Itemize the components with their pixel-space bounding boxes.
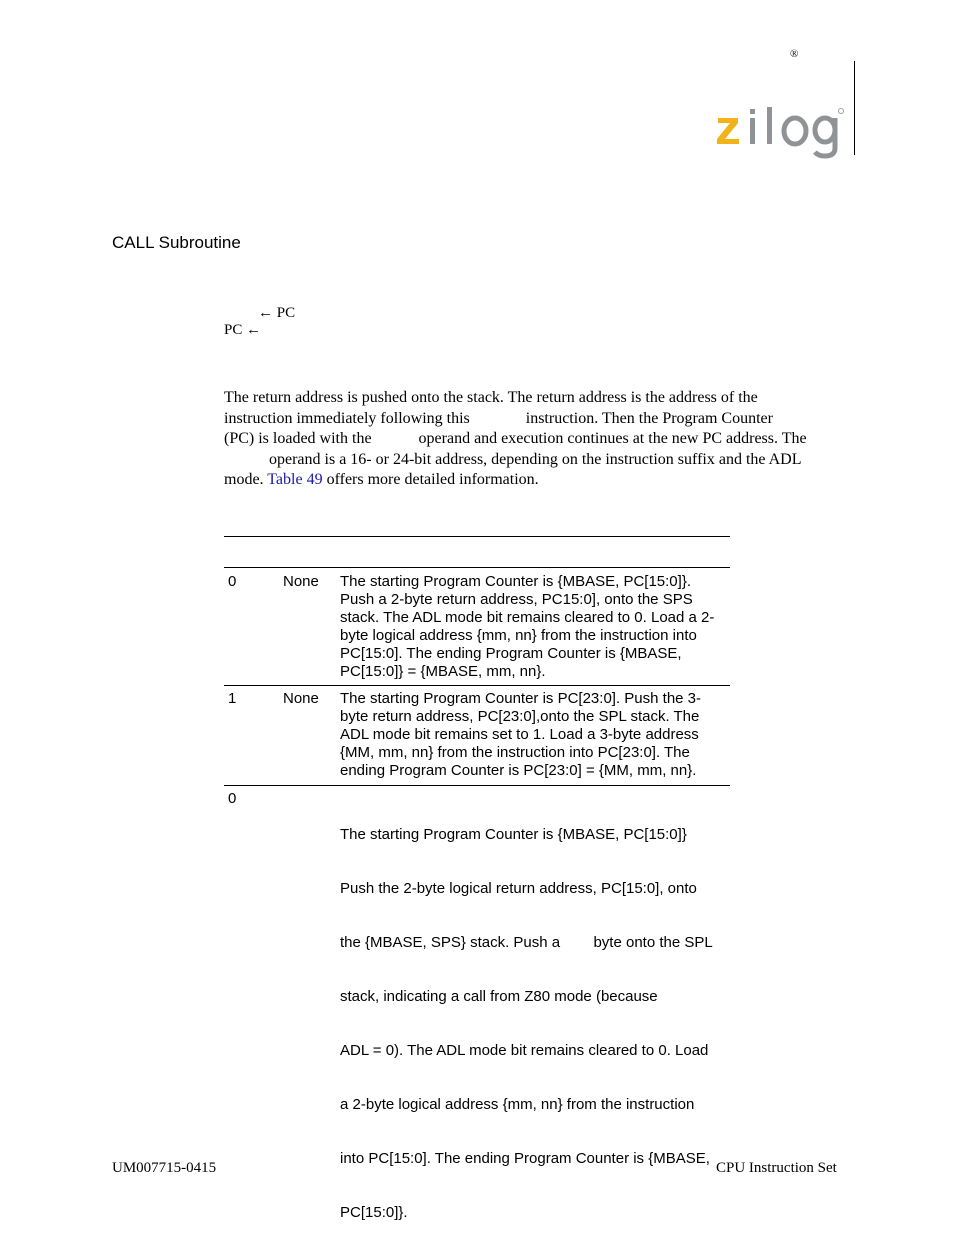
- registered-mark: ®: [790, 48, 799, 60]
- section-title: CALL Subroutine: [112, 233, 241, 252]
- description-line: operand is a 16- or 24-bit address, depending on the instruction suffix and the ADL: [269, 450, 802, 468]
- adl-cell: 1: [228, 690, 237, 707]
- description-cell: The starting Program Counter is PC[23:0]. Push the 3- byte return address, PC[23:0],onto the SPL stack. The ADL mode bit remains set to 1. Load a 3-byte address {MM, mm, nn} from the instruction into PC[23:0]. The ending Program Counter is PC[23:0] = {MM, mm, nn}.: [340, 690, 702, 779]
- header-divider: [854, 61, 855, 155]
- footer-section-name: CPU Instruction Set: [716, 1160, 837, 1176]
- operation-line-2: PC ←: [224, 322, 262, 338]
- description-cell: The starting Program Counter is {MBASE, PC[15:0]} Push the 2-byte logical return address, PC[15:0], onto the {MBASE, SPS} stack. Push a byte onto the SPL stack, indicating a call from Z80 mode (because ADL = 0). The ADL mode bit remains cleared to 0. Load a 2-byte logical address {mm, nn} from the instruction into PC[15:0]. The ending Program Counter is {MBASE, PC[15:0]}.: [340, 826, 713, 1221]
- suffix-cell: None: [283, 573, 319, 590]
- description-paragraph: [224, 388, 846, 491]
- description-cell: The starting Program Counter is {MBASE, PC[15:0]}. Push a 2-byte return address, PC15:0], onto the SPS stack. The ADL mode bit remains cleared to 0. Load a 2- byte logical address {mm, nn} from the instruction into PC[15:0]. The ending Program Counter is {MBASE, PC[15:0]} = {MBASE, mm, nn}.: [340, 573, 715, 680]
- suffix-cell: None: [283, 690, 319, 707]
- description-line: mode. Table 49 offers more detailed information.: [224, 471, 539, 488]
- adl-cell: 0: [228, 790, 237, 807]
- table-top-rule: [224, 536, 730, 537]
- table-row-rule: [224, 685, 730, 686]
- zilog-logo: [714, 106, 846, 162]
- adl-cell: 0: [228, 573, 237, 590]
- description-line: (PC) is loaded with the operand and execution continues at the new PC address. The: [224, 430, 807, 447]
- table-header-rule: [224, 567, 730, 568]
- description-line: The return address is pushed onto the stack. The return address is the address of the: [224, 389, 758, 406]
- table-49-link[interactable]: Table 49: [267, 471, 323, 488]
- description-line: instruction immediately following this instruction. Then the Program Counter: [224, 409, 773, 427]
- footer-doc-number: UM007715-0415: [112, 1160, 217, 1176]
- operation-line-1: ← PC: [258, 305, 296, 321]
- table-row-rule: [224, 785, 730, 786]
